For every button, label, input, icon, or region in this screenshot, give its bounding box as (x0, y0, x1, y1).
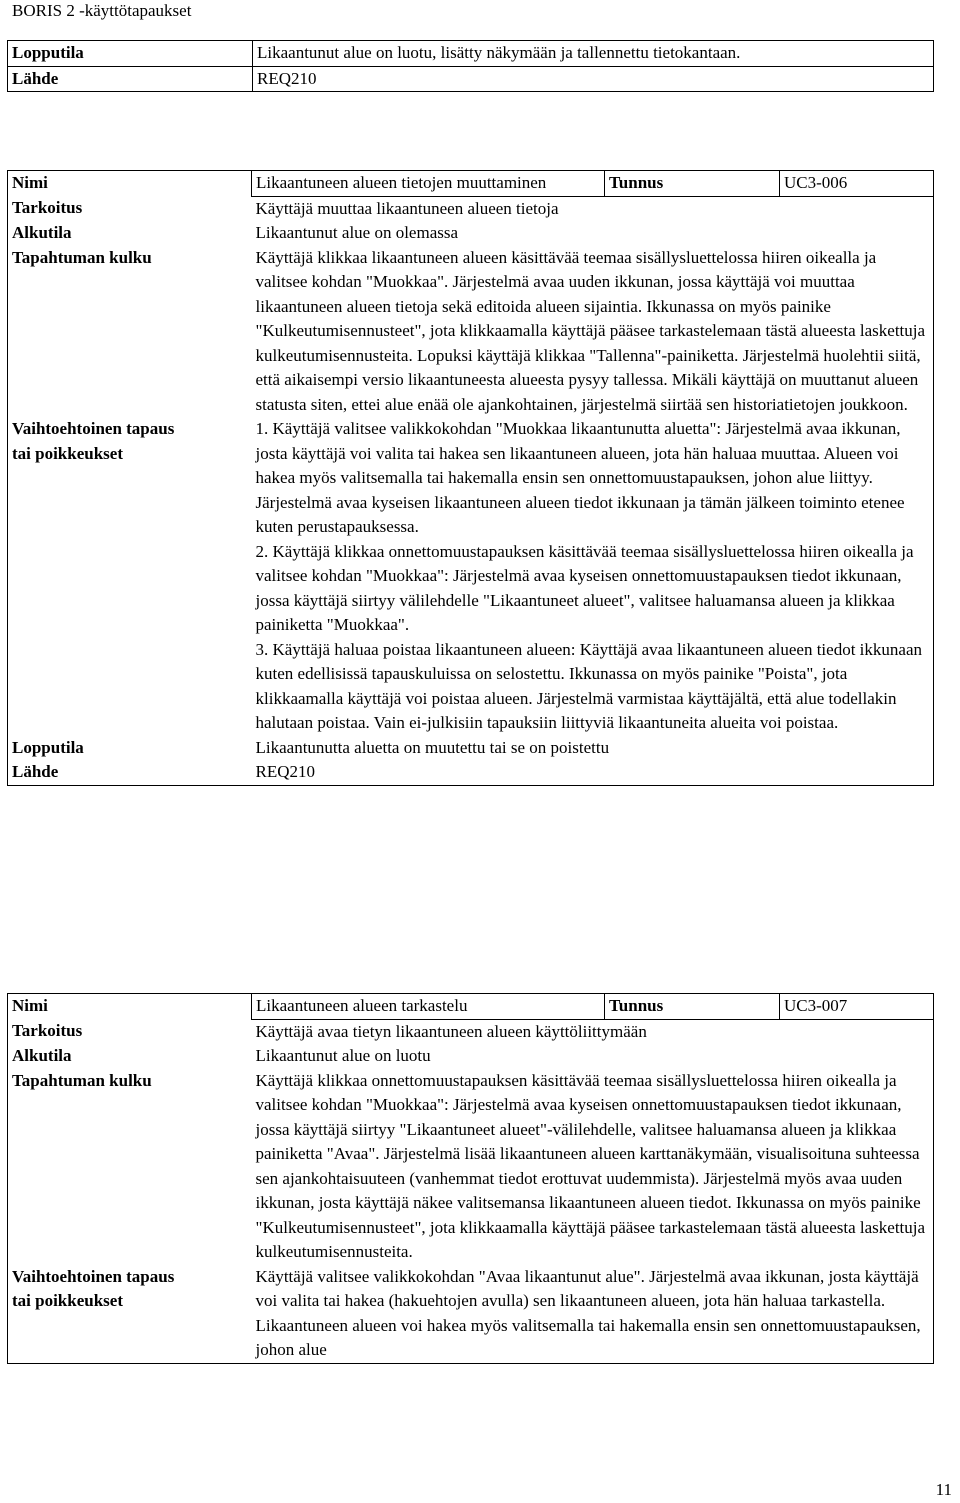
table-row (8, 41, 934, 67)
alternative-item-3: 3. Käyttäjä haluaa poistaa likaantuneen alueen: Käyttäjä avaa likaantuneen alueen tiedot ikkunaan kuten edellisissä tapauskuluissa on selostettu. Ikkunassa on myös painike "Poista", jota klikkaamalla käyttäjä voi poistaa alueen. Järjestelmä varmistaa käyttäjältä, että alue todellakin halutaan poistaa. Vain ei-julkisiin tapauksiin liittyviä likaantuneita alueita voi poistaa. (255, 639, 922, 732)
table-row (8, 171, 934, 197)
table-row (8, 1044, 934, 1069)
flow-value: Käyttäjä klikkaa onnettomuustapauksen käsittävää teemaa sisällysluettelossa hiiren oikealla ja valitsee kohdan "Muokkaa": Järjestelmä avaa kyseisen onnettomuustapauksen tiedot ikkunaan, jossa käyttäjä siirtyy "Likaantuneet alueet"-välilehdelle, valitsee haluamansa alueen ja klikkaa painiketta "Avaa". Järjestelmä lisää likaantuneen alueen karttanäkymään, visualisoituna suhteessa sen ajankohtaisuuteen (vanhemmat tiedot erottuvat uudemmista). Järjestelmä myös avaa uuden ikkunan, josta käyttäjä näkee valitsemansa likaantuneen alueen tiedot. Ikkunassa on myös painike "Kulkeutumisennusteet", jota klikkaamalla käyttäjä pääsee tarkastelemaan tästä alueesta laskettuja kulkeutumisennusteita. (255, 1070, 926, 1261)
alternative-item-1: 1. Käyttäjä valitsee valikkokohdan "Muokkaa likaantunutta aluetta": Järjestelmä avaa ikkunan, josta käyttäjä voi valita tai hakea sen likaantuneen alueen, jota hän haluaa muuttaa. Alueen voi hakea myös valitsemalla tai hakemalla ensin sen onnettomuustapauksen, johon alue liittyy. Järjestelmä avaa kyseisen likaantuneen alueen tiedot ikkunaan ja tämän jälkeen toiminto etenee kuten perustapauksessa. (255, 419, 905, 536)
name-label: Nimi (12, 996, 48, 1015)
start-state-value: Likaantunut alue on olemassa (255, 223, 459, 242)
uc007-table (7, 993, 934, 1364)
purpose-value: Käyttäjä muuttaa likaantuneen alueen tietoja (255, 198, 559, 218)
alternative-label-line1: Vaihtoehtoinen tapaus (12, 419, 175, 438)
alternative-label-line2: tai poikkeukset (12, 1291, 123, 1310)
table-row (8, 1069, 934, 1265)
source-label: Lähde (8, 66, 253, 92)
document-header: BORIS 2 -käyttötapaukset (12, 1, 192, 20)
table-row (8, 1019, 934, 1044)
flow-value: Käyttäjä klikkaa likaantuneen alueen käsittävää teemaa sisällysluettelossa hiiren oikealla ja valitsee kohdan "Muokkaa". Järjestelmä avaa uuden ikkunan, jossa käyttäjä voi muuttaa likaantuneen alueen tietoja sekä editoida alueen sijaintia. Ikkunassa on myös painike "Kulkeutumisennusteet", jota klikkaamalla käyttäjä pääsee tarkastelemaan tästä alueesta laskettuja kulkeutumisennusteita. Lopuksi käyttäjä klikkaa "Tallenna"-painiketta. Järjestelmä huolehtii siitä, että aikaisempi versio likaantuneesta alueesta pysyy tallessa. Mikäli käyttäjä on muuttanut alueen statusta siten, ettei alue enää ole ajankohtainen, järjestelmä siirtää sen historiatietojen joukkoon. (255, 247, 926, 414)
name-value: Likaantuneen alueen tarkastelu (252, 994, 605, 1020)
table-row (8, 736, 934, 761)
table-row (8, 1265, 934, 1364)
table-row (8, 994, 934, 1020)
start-state-label: Alkutila (12, 223, 72, 242)
name-label: Nimi (12, 173, 48, 192)
alternative-label (8, 1265, 252, 1364)
alternative-label-line1: Vaihtoehtoinen tapaus (12, 1266, 175, 1286)
source-value: REQ210 (255, 762, 315, 781)
id-label: Tunnus (605, 994, 780, 1020)
alternative-value (252, 417, 934, 736)
id-label: Tunnus (605, 171, 780, 197)
purpose-value: Käyttäjä avaa tietyn likaantuneen alueen käyttöliittymään (255, 1021, 647, 1041)
alternative-label-line2: tai poikkeukset (12, 443, 123, 463)
name-value: Likaantuneen alueen tietojen muuttaminen (252, 171, 605, 197)
table-row (8, 196, 934, 221)
uc005-tail-table (7, 40, 934, 92)
source-value: REQ210 (253, 66, 934, 92)
end-state-label: Lopputila (12, 737, 84, 757)
table-row (8, 246, 934, 418)
page-number: 11 (935, 1480, 952, 1499)
alternative-value: Käyttäjä valitsee valikkokohdan "Avaa likaantunut alue". Järjestelmä avaa ikkunan, josta käyttäjä voi valita tai hakea (hakuehtojen avulla) sen likaantuneen alueen, jota hän haluaa tarkastella. Likaantuneen alueen voi hakea myös valitsemalla tai hakemalla ensin sen onnettomuustapauksen, johon alue (255, 1266, 921, 1359)
start-state-label: Alkutila (12, 1046, 72, 1065)
uc006-table (7, 170, 934, 786)
alternative-label (8, 417, 252, 736)
purpose-label: Tarkoitus (12, 198, 83, 217)
table-row (8, 221, 934, 246)
purpose-label: Tarkoitus (12, 1021, 83, 1040)
id-value: UC3-006 (780, 171, 934, 197)
end-state-value: Likaantunutta aluetta on muutettu tai se on poistettu (255, 737, 610, 757)
start-state-value: Likaantunut alue on luotu (255, 1046, 431, 1065)
table-row (8, 417, 934, 736)
end-state-value: Likaantunut alue on luotu, lisätty näkymään ja tallennettu tietokantaan. (253, 41, 934, 67)
id-value: UC3-007 (780, 994, 934, 1020)
table-row (8, 760, 934, 785)
flow-label: Tapahtuman kulku (12, 1070, 152, 1090)
table-row (8, 66, 934, 92)
alternative-item-2: 2. Käyttäjä klikkaa onnettomuustapauksen käsittävää teemaa sisällysluettelossa hiiren oikealla ja valitsee kohdan "Muokkaa": Järjestelmä avaa kyseisen onnettomuustapauksen tiedot ikkunaan, jossa käyttäjä siirtyy välilehdelle "Likaantuneet alueet", valitsee haluamansa alueen ja klikkaa painiketta "Muokkaa". (255, 541, 914, 634)
end-state-label: Lopputila (8, 41, 253, 67)
flow-label: Tapahtuman kulku (12, 247, 152, 267)
source-label: Lähde (12, 762, 59, 781)
